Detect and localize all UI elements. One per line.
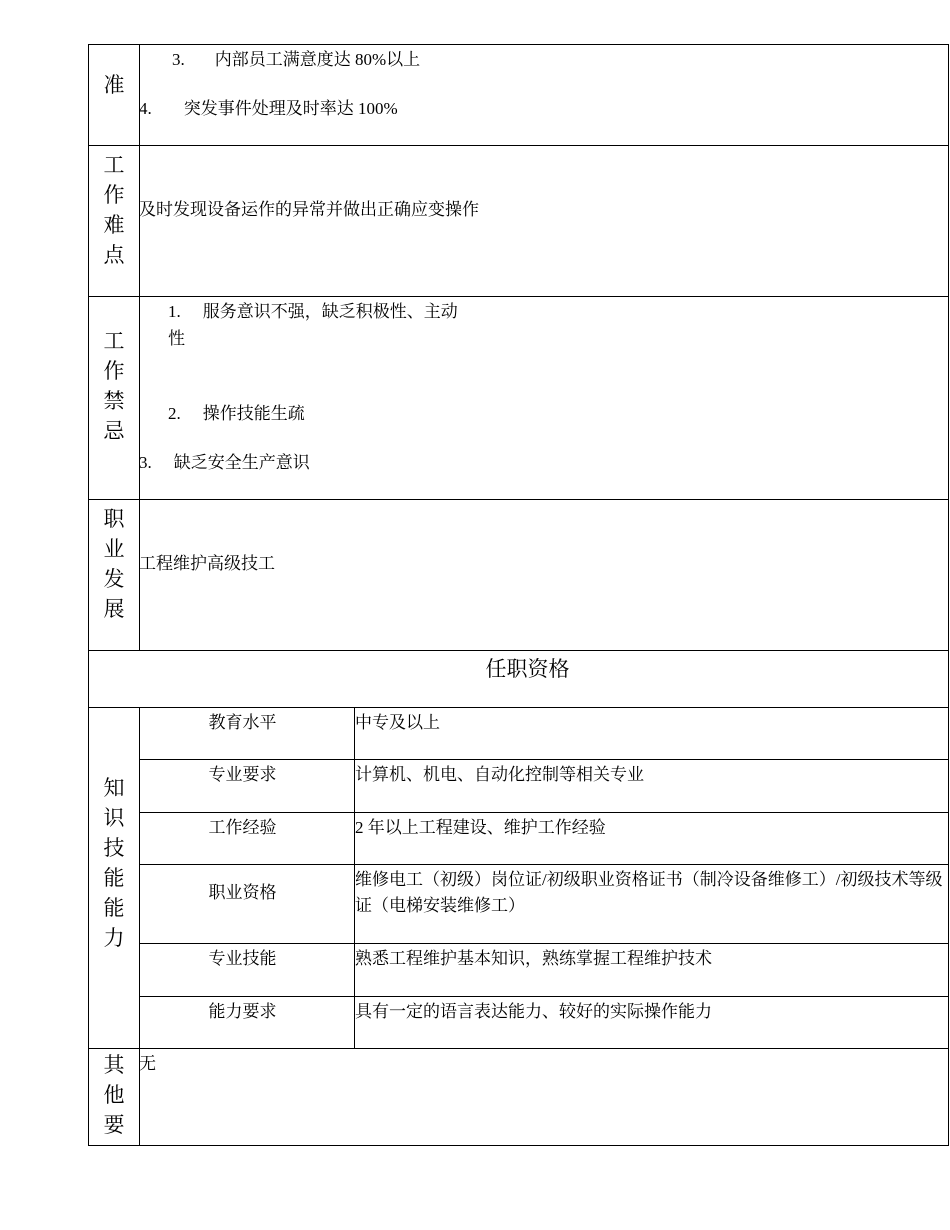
other-text: 无 [139, 1054, 156, 1073]
taboo-item-1-cont: 性 [168, 329, 185, 348]
taboo-item-2: 2. 操作技能生疏 [168, 404, 305, 423]
row-value-certification: 维修电工（初级）岗位证/初级职业资格证书（制冷设备维修工）/初级技术等级证（电梯安装维修工） [355, 870, 943, 915]
row-label-ability: 能力要求 [208, 1002, 277, 1021]
row-label-certification: 职业资格 [208, 883, 277, 902]
qualification-header: 任职资格 [485, 657, 570, 681]
career-text: 工程维护高级技工 [139, 554, 275, 573]
standard-item-4: 4. 突发事件处理及时率达 100% [139, 99, 398, 118]
knowledge-label: 知 识 技 能 能 力 [103, 776, 125, 950]
taboo-item-1: 1. 服务意识不强，缺乏积极性、主动 [168, 302, 458, 321]
other-label: 其 他 要 [103, 1053, 125, 1137]
row-value-experience: 2 年以上工程建设、维护工作经验 [355, 818, 606, 837]
difficulty-label: 工 作 难 点 [103, 153, 125, 267]
row-value-skills: 熟悉工程维护基本知识，熟练掌握工程维护技术 [355, 949, 712, 968]
standard-label: 准 [103, 73, 125, 97]
row-value-education: 中专及以上 [355, 713, 440, 732]
row-label-experience: 工作经验 [208, 818, 277, 837]
row-value-ability: 具有一定的语言表达能力、较好的实际操作能力 [355, 1002, 712, 1021]
row-label-major: 专业要求 [208, 765, 277, 784]
row-value-major: 计算机、机电、自动化控制等相关专业 [355, 765, 644, 784]
difficulty-text: 及时发现设备运作的异常并做出正确应变操作 [139, 200, 479, 219]
career-label: 职 业 发 展 [103, 507, 125, 621]
standard-item-3: 3. 内部员工满意度达 80%以上 [172, 50, 421, 69]
taboo-item-3: 3. 缺乏安全生产意识 [139, 453, 310, 472]
row-label-education: 教育水平 [208, 713, 277, 732]
row-label-skills: 专业技能 [208, 949, 277, 968]
taboos-label: 工 作 禁 忌 [103, 329, 125, 443]
